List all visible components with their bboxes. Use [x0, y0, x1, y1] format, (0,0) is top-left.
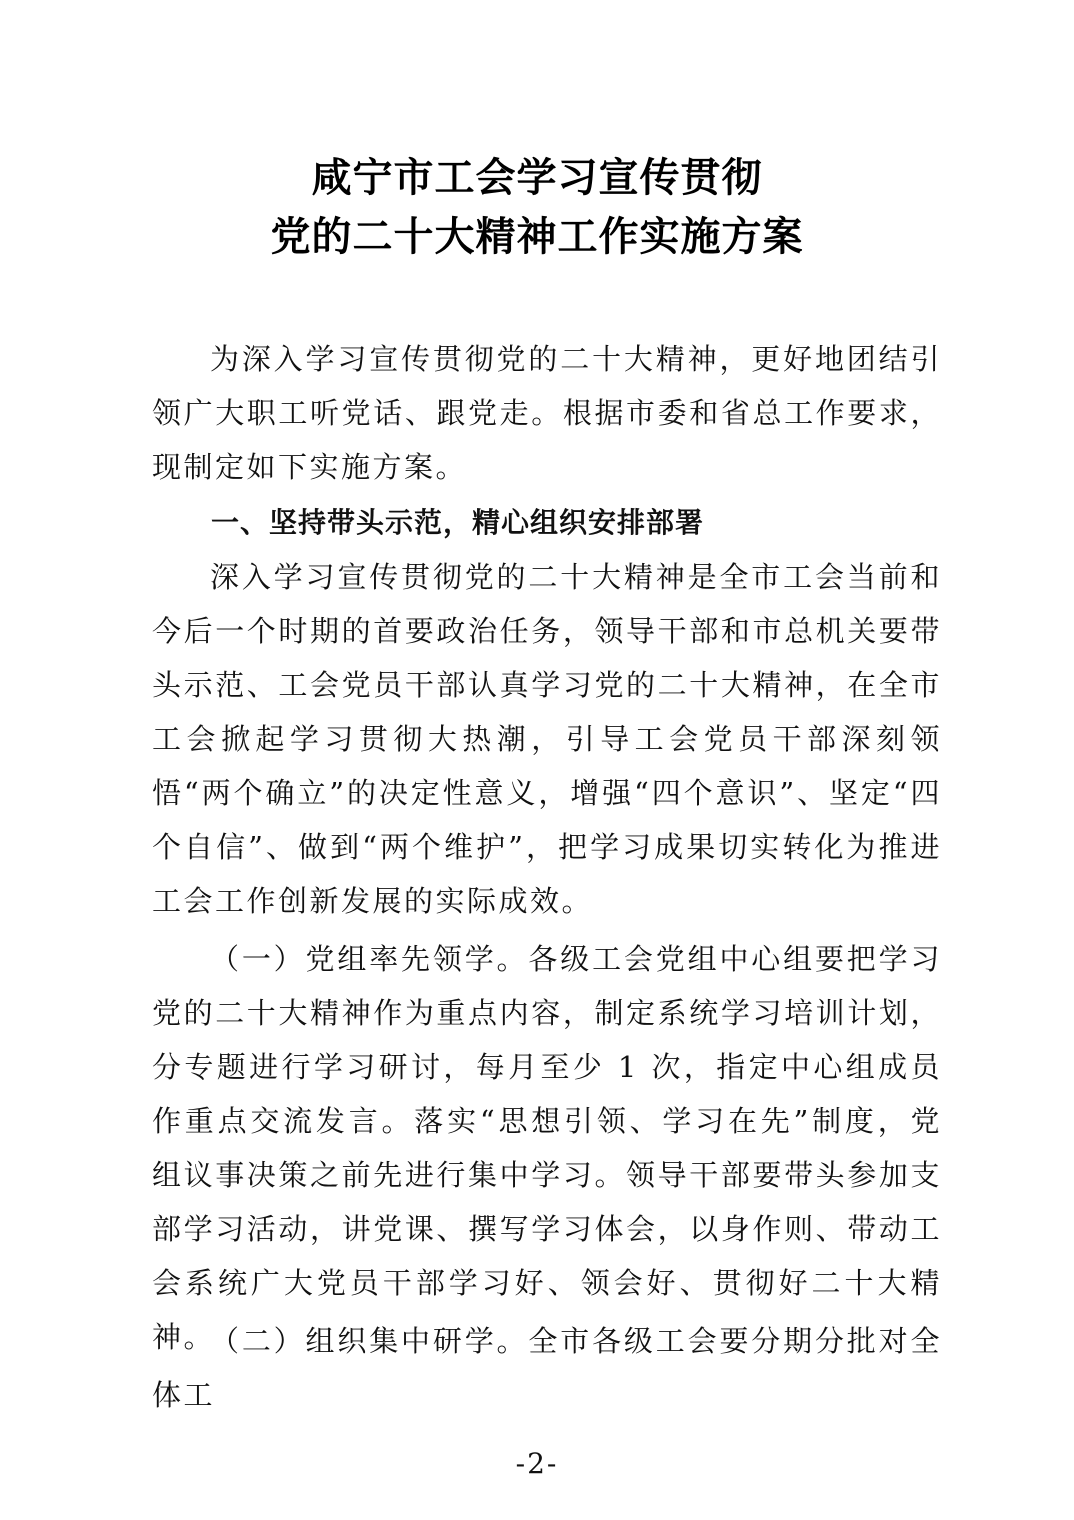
- item2-paragraph: （二）组织集中研学。全市各级工会要分期分批对全体工: [152, 1324, 942, 1412]
- section1-heading: 一、坚持带头示范，精心组织安排部署: [211, 506, 705, 539]
- section1-paragraph: 深入学习宣传贯彻党的二十大精神是全市工会当前和今后一个时期的首要政治任务，领导干部和市总机关要带头示范、工会党员干部认真学习党的二十大精神，在全市工会掀起学习贯彻大热潮，引导工会党员干部深刻领悟“两个确立”的决定性意义，增强“四个意识”、坚定“四个自信”、做到“两个维护”，把学习成果切实转化为推进工会工作创新发展的实际成效。: [152, 560, 942, 918]
- document-title-line2: 党的二十大精神工作实施方案: [270, 213, 804, 260]
- item1-paragraph: （一）党组率先领学。各级工会党组中心组要把学习党的二十大精神作为重点内容，制定系统学习培训计划，分专题进行学习研讨，每月至少 1 次，指定中心组成员作重点交流发言。落实“思想引领、学习在先”制度，党组议事决策之前先进行集中学习。领导干部要带头参加支部学习活动，讲党课、撰写学习体会，以身作则、带动工会系统广大党员干部学习好、领会好、贯彻好二十大精神。: [152, 942, 942, 1354]
- page-number: -2-: [515, 1447, 559, 1480]
- document-title-line1: 咸宁市工会学习宣传贯彻: [311, 154, 763, 201]
- intro-paragraph: 为深入学习宣传贯彻党的二十大精神，更好地团结引领广大职工听党话、跟党走。根据市委和省总工作要求，现制定如下实施方案。: [152, 342, 942, 484]
